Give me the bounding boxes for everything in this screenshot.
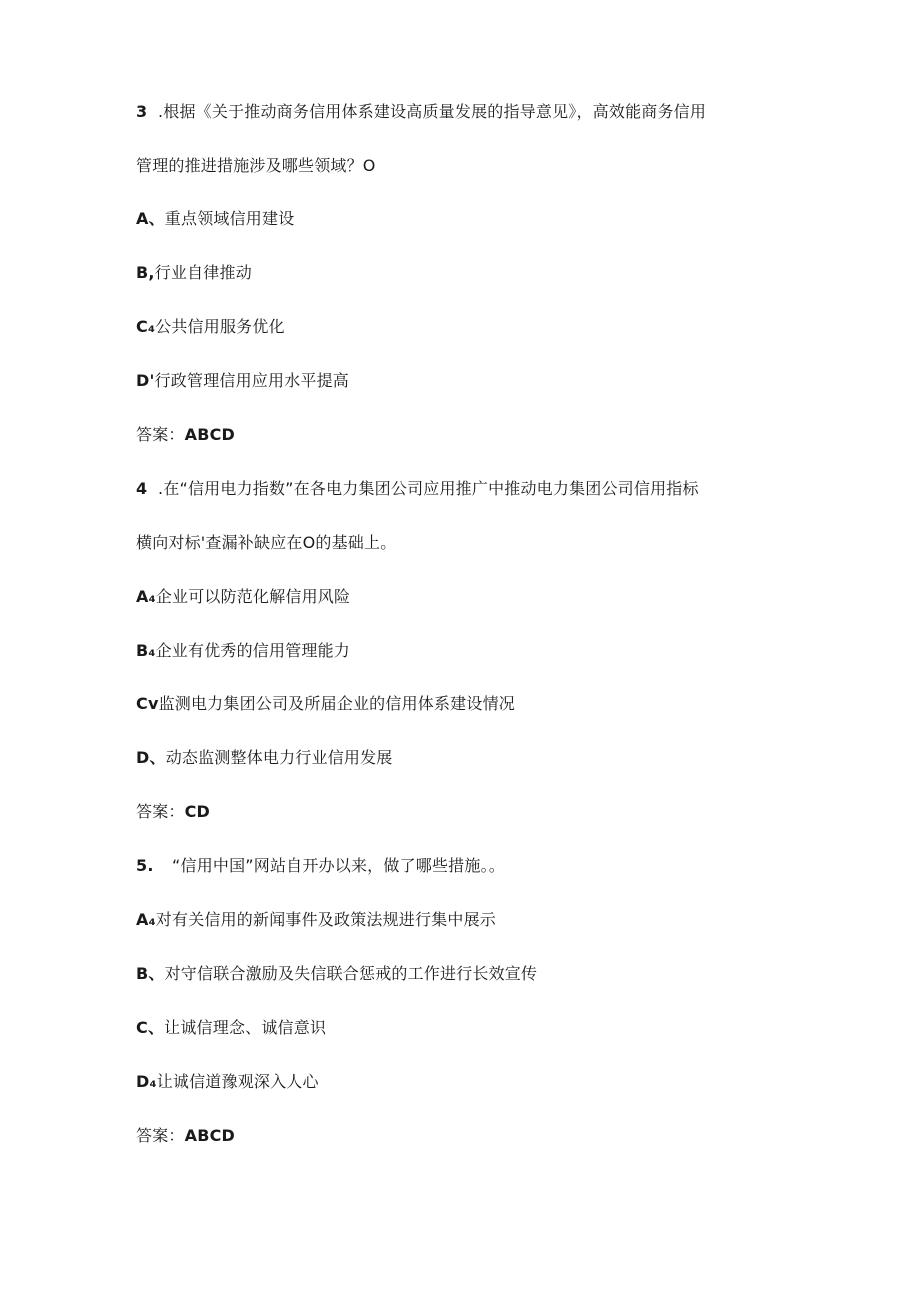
option-text: 对守信联合激励及失信联合惩戒的工作进行长效宣传 xyxy=(164,964,538,983)
option-key: B, xyxy=(136,263,155,282)
option-key: B、 xyxy=(136,964,165,983)
option-text: 企业有优秀的信用管理能力 xyxy=(155,641,351,660)
option-c xyxy=(136,1017,326,1039)
option-c xyxy=(136,693,515,715)
question-3-line-1 xyxy=(136,101,706,123)
option-a xyxy=(136,909,496,931)
question-5-line-1 xyxy=(136,855,505,877)
option-text: 动态监测整体电力行业信用发展 xyxy=(165,748,393,767)
option-b xyxy=(136,963,537,985)
option-text: 让诚信道豫观深入人心 xyxy=(156,1072,319,1091)
option-c xyxy=(136,316,285,338)
option-d xyxy=(136,370,349,392)
option-key: C、 xyxy=(136,1018,165,1037)
option-text: 对有关信用的新闻事件及政策法规进行集中展示 xyxy=(155,910,496,929)
option-a xyxy=(136,586,350,608)
question-text: .根据《关于推动商务信用体系建设高质量发展的指导意见》，高效能商务信用 xyxy=(158,102,707,121)
question-4-line-2: 横向对标'查漏补缺应在O的基础上。 xyxy=(136,533,397,552)
answer-value: CD xyxy=(184,802,211,821)
question-text: .在“信用电力指数”在各电力集团公司应用推广中推动电力集团公司信用指标 xyxy=(158,479,699,498)
answer-label: 答案： xyxy=(136,802,185,821)
option-key: A、 xyxy=(136,209,165,228)
option-text: 让诚信理念、诚信意识 xyxy=(164,1018,327,1037)
option-text: 监测电力集团公司及所届企业的信用体系建设情况 xyxy=(158,694,515,713)
question-text: “信用中国”网站自开办以来，做了哪些措施。。 xyxy=(172,856,505,875)
option-text: 重点领域信用建设 xyxy=(164,209,295,228)
question-number: 4 xyxy=(136,479,148,498)
question-number: 5. xyxy=(136,856,154,875)
option-text: 行政管理信用应用水平提高 xyxy=(154,371,349,390)
option-b xyxy=(136,262,252,284)
answer-label: 答案： xyxy=(136,425,185,444)
option-a xyxy=(136,208,294,230)
question-3-line-2: 管理的推进措施涉及哪些领域？O xyxy=(136,156,376,175)
answer xyxy=(136,424,235,446)
option-d xyxy=(136,1071,319,1093)
answer xyxy=(136,1125,235,1147)
option-key: C₄ xyxy=(136,317,156,336)
answer-value: ABCD xyxy=(184,425,236,444)
option-key: Cv xyxy=(136,694,159,713)
option-key: D、 xyxy=(136,748,166,767)
option-text: 公共信用服务优化 xyxy=(155,317,285,336)
answer xyxy=(136,801,210,823)
option-key: A₄ xyxy=(136,587,156,606)
option-key: A₄ xyxy=(136,910,156,929)
question-number: 3 xyxy=(136,102,148,121)
option-text: 企业可以防范化解信用风险 xyxy=(155,587,351,606)
option-key: D' xyxy=(136,371,155,390)
option-text: 行业自律推动 xyxy=(154,263,252,282)
answer-label: 答案： xyxy=(136,1126,185,1145)
answer-value: ABCD xyxy=(184,1126,236,1145)
option-d xyxy=(136,747,393,769)
option-key: B₄ xyxy=(136,641,156,660)
option-key: D₄ xyxy=(136,1072,157,1091)
option-b xyxy=(136,640,350,662)
question-4-line-1 xyxy=(136,478,699,500)
